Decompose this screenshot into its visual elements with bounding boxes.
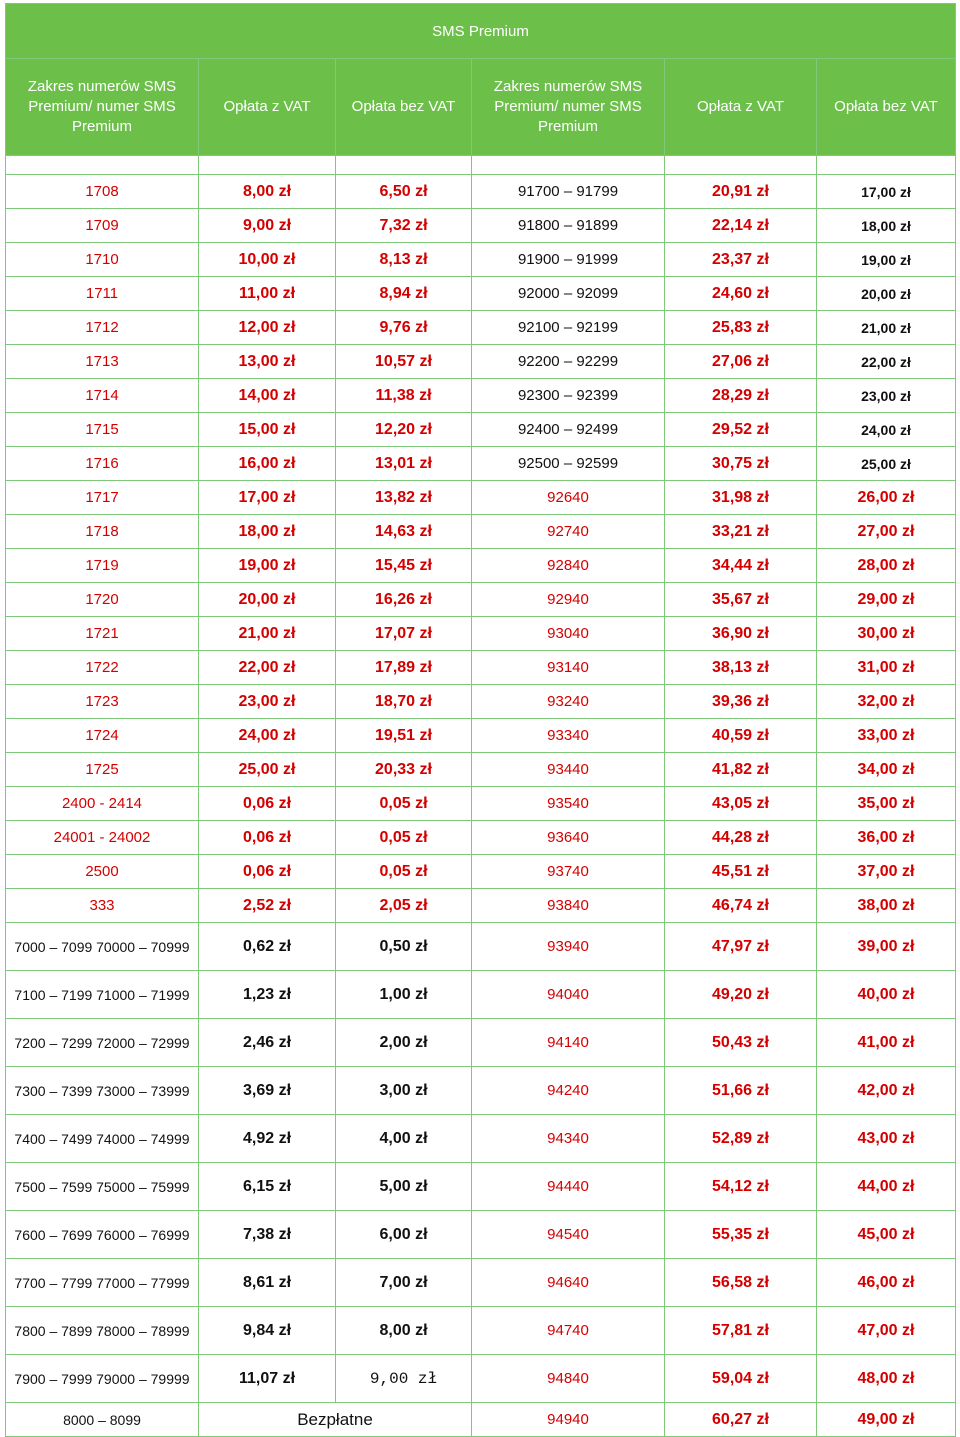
sms-number-left: 1711 [6, 277, 199, 311]
table-row [6, 243, 956, 277]
table-row [6, 277, 956, 311]
price-novat-left: 6,50 zł [336, 175, 472, 209]
sms-number-right: 92640 [472, 481, 665, 515]
price-novat-left: 11,38 zł [336, 379, 472, 413]
price-vat-right: 20,91 zł [665, 175, 817, 209]
price-vat-right: 47,97 zł [665, 923, 817, 971]
price-vat-right: 50,43 zł [665, 1019, 817, 1067]
table-row [6, 651, 956, 685]
header-range-left: Zakres numerów SMS Premium/ numer SMS Premium [6, 59, 199, 156]
price-vat-left: 16,00 zł [199, 447, 336, 481]
price-vat-left: 25,00 zł [199, 753, 336, 787]
price-vat-right: 52,89 zł [665, 1115, 817, 1163]
price-vat-right: 23,37 zł [665, 243, 817, 277]
table-row [6, 617, 956, 651]
sms-number-left: 1718 [6, 515, 199, 549]
sms-number-left: 1719 [6, 549, 199, 583]
price-novat-right: 33,00 zł [817, 719, 956, 753]
sms-number-right: 91700 – 91799 [472, 175, 665, 209]
sms-number-right: 94240 [472, 1067, 665, 1115]
price-novat-left: 2,05 zł [336, 889, 472, 923]
price-novat-left: 17,07 zł [336, 617, 472, 651]
sms-number-right: 94540 [472, 1211, 665, 1259]
price-vat-left: 3,69 zł [199, 1067, 336, 1115]
price-novat-right: 31,00 zł [817, 651, 956, 685]
price-novat-right: 37,00 zł [817, 855, 956, 889]
price-novat-right: 38,00 zł [817, 889, 956, 923]
price-vat-right: 59,04 zł [665, 1355, 817, 1403]
table-row [6, 515, 956, 549]
table-row [6, 889, 956, 923]
price-novat-right: 36,00 zł [817, 821, 956, 855]
table-row [6, 311, 956, 345]
price-novat-left: 0,05 zł [336, 787, 472, 821]
price-novat-left: 14,63 zł [336, 515, 472, 549]
table-row [6, 685, 956, 719]
price-novat-left: 0,05 zł [336, 855, 472, 889]
sms-number-left: 1710 [6, 243, 199, 277]
price-vat-left: 15,00 zł [199, 413, 336, 447]
price-vat-right: 25,83 zł [665, 311, 817, 345]
price-vat-left: 11,00 zł [199, 277, 336, 311]
price-novat-right: 19,00 zł [817, 243, 956, 277]
sms-number-left: 7600 – 7699 76000 – 76999 [6, 1211, 199, 1259]
header-range-right: Zakres numerów SMS Premium/ numer SMS Premium [472, 59, 665, 156]
sms-number-left: 1714 [6, 379, 199, 413]
price-vat-left: 18,00 zł [199, 515, 336, 549]
price-novat-right: 24,00 zł [817, 413, 956, 447]
header-novat-left: Opłata bez VAT [336, 59, 472, 156]
header-vat-left: Opłata z VAT [199, 59, 336, 156]
price-vat-left: 13,00 zł [199, 345, 336, 379]
price-vat-right: 33,21 zł [665, 515, 817, 549]
table-row [6, 345, 956, 379]
price-vat-right: 38,13 zł [665, 651, 817, 685]
sms-number-right: 93140 [472, 651, 665, 685]
sms-number-left: 2400 - 2414 [6, 787, 199, 821]
price-novat-left: 15,45 zł [336, 549, 472, 583]
sms-number-right: 93640 [472, 821, 665, 855]
price-novat-left: 0,05 zł [336, 821, 472, 855]
sms-number-right: 93340 [472, 719, 665, 753]
sms-number-left: 1708 [6, 175, 199, 209]
sms-number-right: 92500 – 92599 [472, 447, 665, 481]
price-novat-right: 48,00 zł [817, 1355, 956, 1403]
price-vat-left: 22,00 zł [199, 651, 336, 685]
sms-number-left: 7800 – 7899 78000 – 78999 [6, 1307, 199, 1355]
table-row [6, 1355, 956, 1403]
price-novat-right: 44,00 zł [817, 1163, 956, 1211]
price-vat-right: 43,05 zł [665, 787, 817, 821]
price-novat-right: 26,00 zł [817, 481, 956, 515]
sms-number-right: 91900 – 91999 [472, 243, 665, 277]
price-novat-right: 45,00 zł [817, 1211, 956, 1259]
sms-number-left: 333 [6, 889, 199, 923]
price-novat-right: 29,00 zł [817, 583, 956, 617]
header-novat-right: Opłata bez VAT [817, 59, 956, 156]
sms-number-left: 1722 [6, 651, 199, 685]
price-vat-right: 36,90 zł [665, 617, 817, 651]
price-novat-left: 8,94 zł [336, 277, 472, 311]
price-vat-right: 40,59 zł [665, 719, 817, 753]
price-novat-left: 20,33 zł [336, 753, 472, 787]
sms-number-left: 1724 [6, 719, 199, 753]
table-row [6, 753, 956, 787]
table-row [6, 1067, 956, 1115]
sms-number-right: 94340 [472, 1115, 665, 1163]
sms-number-right: 93940 [472, 923, 665, 971]
table-row [6, 209, 956, 243]
sms-number-right: 92200 – 92299 [472, 345, 665, 379]
sms-number-left: 1721 [6, 617, 199, 651]
price-novat-right: 18,00 zł [817, 209, 956, 243]
price-novat-left: 1,00 zł [336, 971, 472, 1019]
spacer-cell [336, 156, 472, 175]
sms-number-left: 1723 [6, 685, 199, 719]
spacer-cell [199, 156, 336, 175]
price-vat-right: 39,36 zł [665, 685, 817, 719]
sms-number-right: 93440 [472, 753, 665, 787]
price-vat-right: 34,44 zł [665, 549, 817, 583]
spacer-cell [6, 156, 199, 175]
table-row [6, 481, 956, 515]
price-novat-left: 18,70 zł [336, 685, 472, 719]
sms-number-left: 1709 [6, 209, 199, 243]
price-vat-right: 44,28 zł [665, 821, 817, 855]
price-vat-left: 14,00 zł [199, 379, 336, 413]
price-novat-right: 39,00 zł [817, 923, 956, 971]
sms-number-left: 1717 [6, 481, 199, 515]
price-vat-right: 29,52 zł [665, 413, 817, 447]
table-row [6, 821, 956, 855]
price-novat-left: 0,50 zł [336, 923, 472, 971]
sms-number-right: 92400 – 92499 [472, 413, 665, 447]
table-row [6, 923, 956, 971]
price-novat-right: 20,00 zł [817, 277, 956, 311]
table-row [6, 549, 956, 583]
sms-number-left: 1720 [6, 583, 199, 617]
price-novat-right: 34,00 zł [817, 753, 956, 787]
sms-number-left: 7200 – 7299 72000 – 72999 [6, 1019, 199, 1067]
sms-number-left: 1725 [6, 753, 199, 787]
price-novat-left: 4,00 zł [336, 1115, 472, 1163]
price-novat-left: 8,13 zł [336, 243, 472, 277]
sms-number-left: 2500 [6, 855, 199, 889]
table-row [6, 379, 956, 413]
price-novat-left: 7,00 zł [336, 1259, 472, 1307]
spacer-cell [817, 156, 956, 175]
sms-number-right: 93540 [472, 787, 665, 821]
sms-number-right: 92000 – 92099 [472, 277, 665, 311]
sms-number-right: 94140 [472, 1019, 665, 1067]
sms-number-right: 93040 [472, 617, 665, 651]
sms-number-left: 8000 – 8099 [6, 1403, 199, 1437]
price-vat-right: 41,82 zł [665, 753, 817, 787]
sms-number-right: 94440 [472, 1163, 665, 1211]
table-row [6, 1019, 956, 1067]
price-vat-left: 19,00 zł [199, 549, 336, 583]
table-row [6, 447, 956, 481]
price-novat-right: 17,00 zł [817, 175, 956, 209]
table-row [6, 855, 956, 889]
price-novat-left: 3,00 zł [336, 1067, 472, 1115]
sms-number-left: 1715 [6, 413, 199, 447]
price-vat-left: 0,06 zł [199, 855, 336, 889]
price-vat-left: 6,15 zł [199, 1163, 336, 1211]
price-vat-left: 0,62 zł [199, 923, 336, 971]
price-vat-right: 54,12 zł [665, 1163, 817, 1211]
price-vat-right: 56,58 zł [665, 1259, 817, 1307]
table-row [6, 1163, 956, 1211]
price-novat-left: 7,32 zł [336, 209, 472, 243]
price-vat-left: 9,84 zł [199, 1307, 336, 1355]
spacer-cell [665, 156, 817, 175]
sms-number-left: 7700 – 7799 77000 – 77999 [6, 1259, 199, 1307]
price-novat-left: 9,00 zł [336, 1355, 472, 1403]
price-novat-right: 35,00 zł [817, 787, 956, 821]
price-vat-left: 7,38 zł [199, 1211, 336, 1259]
price-vat-right: 49,20 zł [665, 971, 817, 1019]
price-vat-right: 57,81 zł [665, 1307, 817, 1355]
table-row [6, 1307, 956, 1355]
price-vat-left: 9,00 zł [199, 209, 336, 243]
price-novat-right: 49,00 zł [817, 1403, 956, 1437]
price-novat-left: 12,20 zł [336, 413, 472, 447]
price-novat-right: 30,00 zł [817, 617, 956, 651]
table-row [6, 1403, 956, 1437]
price-vat-right: 31,98 zł [665, 481, 817, 515]
price-novat-left: 17,89 zł [336, 651, 472, 685]
price-novat-right: 40,00 zł [817, 971, 956, 1019]
price-novat-right: 43,00 zł [817, 1115, 956, 1163]
price-novat-left: 8,00 zł [336, 1307, 472, 1355]
price-vat-right: 45,51 zł [665, 855, 817, 889]
sms-number-right: 93840 [472, 889, 665, 923]
pricing-table-container [5, 3, 955, 1437]
price-novat-right: 22,00 zł [817, 345, 956, 379]
sms-number-right: 92740 [472, 515, 665, 549]
price-vat-left: 20,00 zł [199, 583, 336, 617]
price-vat-left: 0,06 zł [199, 787, 336, 821]
price-novat-right: 42,00 zł [817, 1067, 956, 1115]
table-body [6, 175, 956, 1437]
price-novat-right: 27,00 zł [817, 515, 956, 549]
price-vat-left: 21,00 zł [199, 617, 336, 651]
price-novat-left: 19,51 zł [336, 719, 472, 753]
price-novat-right: 21,00 zł [817, 311, 956, 345]
sms-number-right: 94040 [472, 971, 665, 1019]
sms-premium-table [5, 3, 956, 1437]
sms-number-left: 1716 [6, 447, 199, 481]
price-vat-left: 11,07 zł [199, 1355, 336, 1403]
price-vat-left: 17,00 zł [199, 481, 336, 515]
sms-number-left: 7300 – 7399 73000 – 73999 [6, 1067, 199, 1115]
price-novat-right: 41,00 zł [817, 1019, 956, 1067]
spacer-cell [472, 156, 665, 175]
price-novat-left: 9,76 zł [336, 311, 472, 345]
sms-number-right: 92300 – 92399 [472, 379, 665, 413]
free-label: Bezpłatne [199, 1403, 472, 1437]
sms-number-right: 94740 [472, 1307, 665, 1355]
price-vat-left: 24,00 zł [199, 719, 336, 753]
sms-number-left: 1712 [6, 311, 199, 345]
sms-number-right: 92840 [472, 549, 665, 583]
price-novat-left: 13,82 zł [336, 481, 472, 515]
price-vat-right: 60,27 zł [665, 1403, 817, 1437]
price-vat-left: 2,46 zł [199, 1019, 336, 1067]
price-vat-right: 46,74 zł [665, 889, 817, 923]
table-row [6, 1259, 956, 1307]
price-vat-left: 4,92 zł [199, 1115, 336, 1163]
table-row [6, 1115, 956, 1163]
price-vat-left: 12,00 zł [199, 311, 336, 345]
price-novat-right: 47,00 zł [817, 1307, 956, 1355]
price-vat-left: 2,52 zł [199, 889, 336, 923]
price-vat-left: 23,00 zł [199, 685, 336, 719]
price-vat-right: 55,35 zł [665, 1211, 817, 1259]
sms-number-right: 94940 [472, 1403, 665, 1437]
price-vat-left: 8,61 zł [199, 1259, 336, 1307]
price-novat-right: 23,00 zł [817, 379, 956, 413]
sms-number-right: 94840 [472, 1355, 665, 1403]
price-novat-right: 46,00 zł [817, 1259, 956, 1307]
price-novat-left: 10,57 zł [336, 345, 472, 379]
price-novat-left: 16,26 zł [336, 583, 472, 617]
sms-number-right: 93240 [472, 685, 665, 719]
price-novat-left: 6,00 zł [336, 1211, 472, 1259]
price-novat-right: 32,00 zł [817, 685, 956, 719]
table-row [6, 719, 956, 753]
price-vat-right: 30,75 zł [665, 447, 817, 481]
table-row [6, 787, 956, 821]
sms-number-left: 7900 – 7999 79000 – 79999 [6, 1355, 199, 1403]
sms-number-left: 1713 [6, 345, 199, 379]
table-row [6, 413, 956, 447]
price-novat-right: 25,00 zł [817, 447, 956, 481]
price-vat-right: 27,06 zł [665, 345, 817, 379]
price-vat-right: 51,66 zł [665, 1067, 817, 1115]
price-vat-right: 22,14 zł [665, 209, 817, 243]
price-novat-left: 5,00 zł [336, 1163, 472, 1211]
table-row [6, 971, 956, 1019]
table-title: SMS Premium [6, 4, 956, 59]
price-vat-left: 0,06 zł [199, 821, 336, 855]
sms-number-right: 92100 – 92199 [472, 311, 665, 345]
table-row [6, 583, 956, 617]
sms-number-left: 24001 - 24002 [6, 821, 199, 855]
sms-number-right: 93740 [472, 855, 665, 889]
sms-number-left: 7400 – 7499 74000 – 74999 [6, 1115, 199, 1163]
table-row [6, 175, 956, 209]
price-vat-right: 24,60 zł [665, 277, 817, 311]
price-vat-left: 1,23 zł [199, 971, 336, 1019]
price-novat-left: 13,01 zł [336, 447, 472, 481]
header-vat-right: Opłata z VAT [665, 59, 817, 156]
sms-number-left: 7500 – 7599 75000 – 75999 [6, 1163, 199, 1211]
table-row [6, 1211, 956, 1259]
price-novat-left: 2,00 zł [336, 1019, 472, 1067]
sms-number-right: 92940 [472, 583, 665, 617]
sms-number-right: 94640 [472, 1259, 665, 1307]
price-vat-left: 10,00 zł [199, 243, 336, 277]
sms-number-right: 91800 – 91899 [472, 209, 665, 243]
price-novat-right: 28,00 zł [817, 549, 956, 583]
sms-number-left: 7100 – 7199 71000 – 71999 [6, 971, 199, 1019]
sms-number-left: 7000 – 7099 70000 – 70999 [6, 923, 199, 971]
price-vat-right: 28,29 zł [665, 379, 817, 413]
price-vat-right: 35,67 zł [665, 583, 817, 617]
price-vat-left: 8,00 zł [199, 175, 336, 209]
